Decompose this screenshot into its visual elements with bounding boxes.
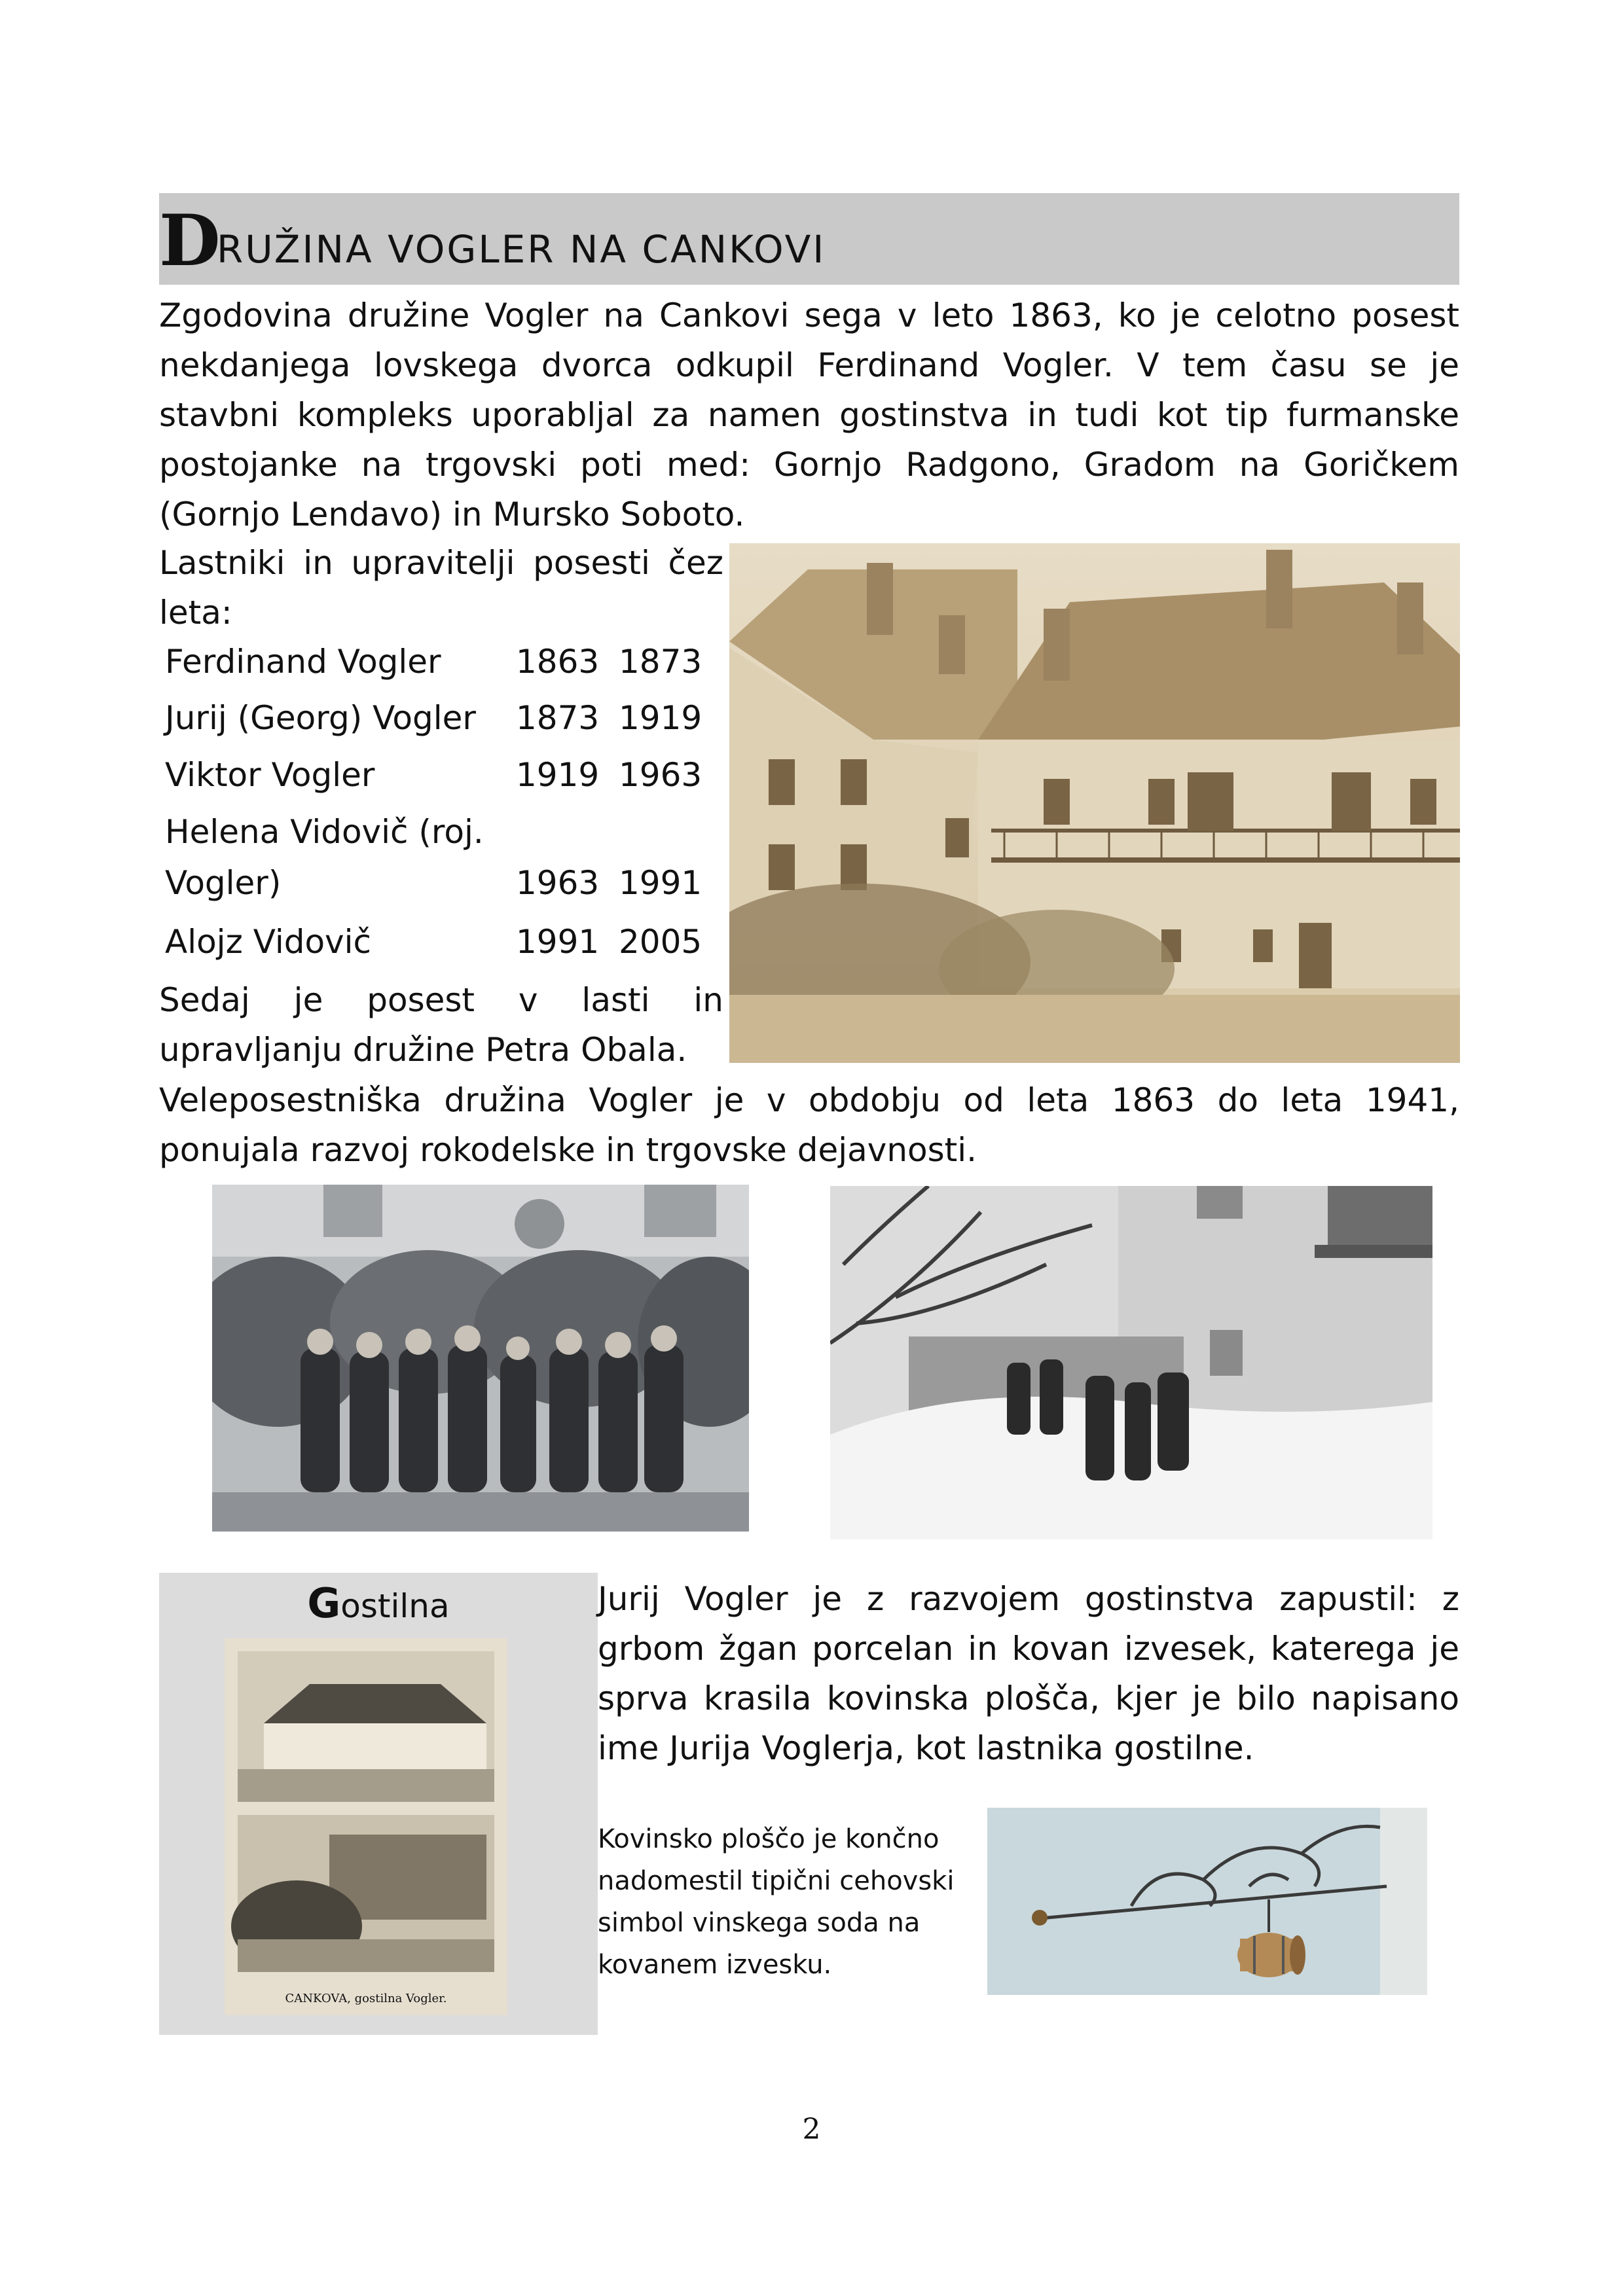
sign-caption-3: simbol vinskega soda na — [598, 1908, 921, 1938]
owner-name: Viktor Vogler — [165, 756, 375, 794]
owner-from: 1873 — [516, 699, 600, 737]
intro-line-3: stavbni kompleks uporabljal za namen gostinstva in tudi kot tip furmanske — [159, 396, 1459, 434]
group-photo — [212, 1185, 749, 1532]
jurij-line-4: ime Jurija Voglerja, kot lastnika gostilne. — [598, 1729, 1254, 1767]
intro-line-4: postojanke na trgovski poti med: Gornjo Radgono, Gradom na Goričkem — [159, 446, 1459, 484]
gostilna-box — [159, 1573, 598, 2035]
now-line-1: Sedaj je posest v lasti in — [159, 981, 723, 1019]
jurij-line-1: Jurij Vogler je z razvojem gostinstva zapustil: z — [598, 1580, 1459, 1618]
estate-line-1: Veleposestniška družina Vogler je v obdobju od leta 1863 do leta 1941, — [159, 1081, 1459, 1119]
owner-to: 1873 — [619, 643, 702, 681]
owner-from: 1991 — [516, 923, 600, 961]
postcard-caption: CANKOVA, gostilna Vogler. — [285, 1992, 447, 2005]
intro-line-1: Zgodovina družine Vogler na Cankovi sega v leto 1863, ko je celotno posest — [159, 296, 1459, 334]
postcard-image — [225, 1638, 507, 2015]
owners-heading-2: leta: — [159, 594, 232, 632]
owner-from: 1919 — [516, 756, 600, 794]
jurij-line-3: sprva krasila kovinska plošča, kjer je bilo napisano — [598, 1679, 1459, 1717]
now-line-2: upravljanju družine Petra Obala. — [159, 1031, 687, 1069]
gostilna-heading: Gostilna — [307, 1579, 450, 1627]
owner-name: Helena Vidovič (roj. — [165, 813, 484, 851]
winter-photo — [830, 1186, 1432, 1539]
sign-caption-1: Kovinsko ploščo je končno — [598, 1824, 939, 1854]
owner-to: 1991 — [619, 864, 702, 902]
intro-line-2: nekdanjega lovskega dvorca odkupil Ferdinand Vogler. V tem času se je — [159, 346, 1459, 384]
jurij-line-2: grbom žgan porcelan in kovan izvesek, katerega je — [598, 1630, 1459, 1668]
owner-to: 1963 — [619, 756, 702, 794]
estate-line-2: ponujala razvoj rokodelske in trgovske dejavnosti. — [159, 1131, 977, 1169]
owner-name: Jurij (Georg) Vogler — [165, 699, 476, 737]
owner-name: Alojz Vidovič — [165, 923, 372, 961]
owner-to: 2005 — [619, 923, 702, 961]
owner-from: 1963 — [516, 864, 600, 902]
owner-from: 1863 — [516, 643, 600, 681]
intro-line-5: (Gornjo Lendavo) in Mursko Soboto. — [159, 495, 745, 533]
owner-name: Ferdinand Vogler — [165, 643, 441, 681]
owner-name-cont: Vogler) — [165, 864, 282, 902]
barrel-sign-photo — [987, 1808, 1427, 1995]
title-text: RUŽINA VOGLER NA CANKOVI — [217, 227, 826, 272]
page-title — [159, 193, 1459, 285]
manor-house-photo — [729, 543, 1460, 1063]
page-number: 2 — [802, 2113, 821, 2146]
sign-caption-2: nadomestil tipični cehovski — [598, 1866, 955, 1896]
owner-to: 1919 — [619, 699, 702, 737]
owners-heading-1: Lastniki in upravitelji posesti čez — [159, 544, 723, 582]
title-initial: D — [159, 200, 221, 282]
sign-caption-4: kovanem izvesku. — [598, 1950, 832, 1980]
